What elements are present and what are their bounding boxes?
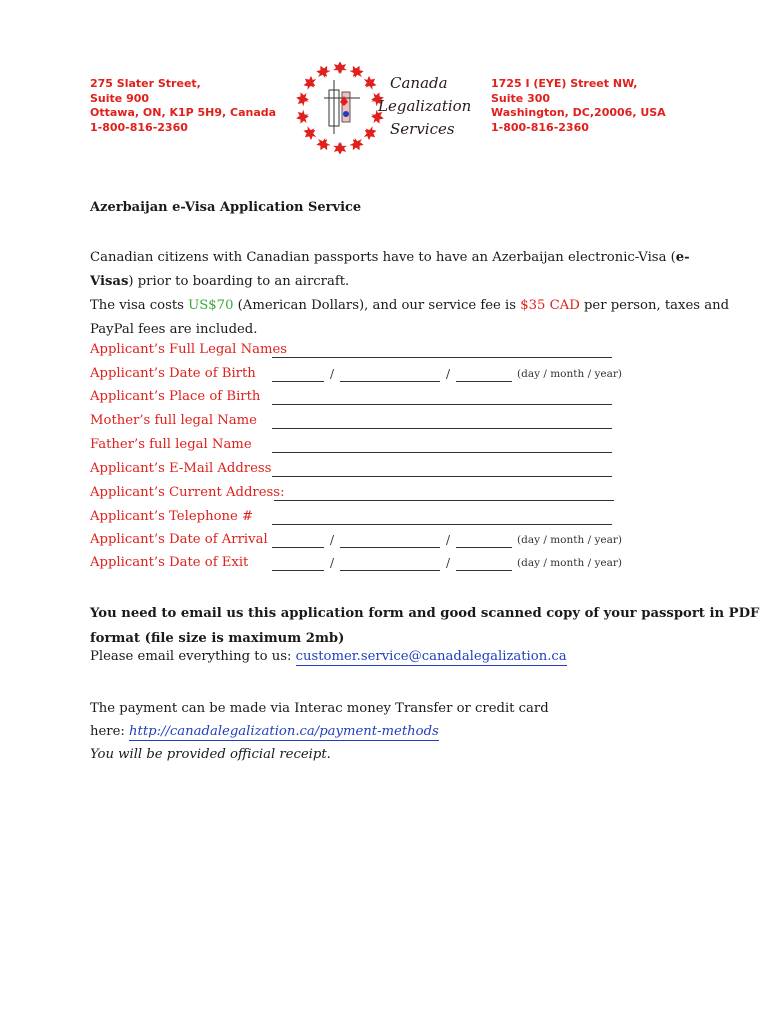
payment-prefix: here: [90,724,130,739]
date-separator: / [330,533,335,547]
exit-row [90,555,650,577]
address-line: Suite 900 [90,91,150,105]
arrival-month-field[interactable] [340,547,440,548]
maple-leaf-icon [361,73,380,92]
address-line: Suite 300 [491,91,551,105]
email-field[interactable] [272,476,612,477]
dob-year-field[interactable] [456,381,512,382]
phone-number: 1-800-816-2360 [491,120,589,134]
date-format-hint: (day / month / year) [517,557,622,569]
note-line: You need to email us this application form and good scanned copy of your passport in PDF [90,606,760,621]
washington-address [491,77,666,135]
dob-month-field[interactable] [340,381,440,382]
receipt-note: You will be provided official receipt. [90,747,331,762]
exit-year-field[interactable] [456,570,512,571]
maple-leaf-icon [300,124,319,143]
father-name-row [90,437,650,459]
maple-leaf-icon [333,62,347,74]
address-line: 275 Slater Street, [90,77,201,90]
address-line: 1725 I (EYE) Street NW, [491,77,638,90]
intro-line [90,246,690,270]
email-instruction [90,649,567,664]
payment-line: The payment can be made via Interac money Transfer or credit card [90,701,549,716]
service-fee: $35 CAD [520,298,580,313]
date-separator: / [446,367,451,381]
payment-info [90,697,549,766]
maple-leaf-icon [314,63,332,81]
address-label: Applicant’s Current Address: [90,485,285,500]
exit-month-field[interactable] [340,570,440,571]
exit-label: Applicant’s Date of Exit [90,555,249,570]
intro-text: (American Dollars), and our service fee is [233,298,521,313]
intro-line [90,294,730,318]
mother-name-field[interactable] [272,428,612,429]
arrival-year-field[interactable] [456,547,512,548]
maple-leaf-icon [333,142,347,154]
intro-line: PayPal fees are included. [90,322,258,337]
logo-word: Canada [390,74,448,92]
address-line: Ottawa, ON, K1P 5H9, Canada [90,106,277,119]
pob-row [90,389,650,411]
mother-name-row [90,413,650,435]
maple-leaf-icon [348,63,366,81]
intro-bold-text: e- [675,250,690,265]
dob-label: Applicant’s Date of Birth [90,366,256,381]
intro-line [90,270,680,294]
logo-word: Legalization [378,97,472,115]
phone-number: 1-800-816-2360 [90,120,188,134]
arrival-day-field[interactable] [272,547,324,548]
father-name-label: Father’s full legal Name [90,437,252,452]
address-row [90,485,650,507]
date-separator: / [446,556,451,570]
maple-leaf-icon [300,73,319,92]
father-name-field[interactable] [272,452,612,453]
date-format-hint: (day / month / year) [517,534,622,546]
email-prefix: Please email everything to us: [90,649,296,664]
full-name-row [90,342,650,364]
pob-field[interactable] [272,404,612,405]
visa-price: US$70 [188,298,234,313]
intro-text: The visa costs [90,298,189,313]
address-field[interactable] [274,500,614,501]
date-separator: / [330,556,335,570]
note-line: format (file size is maximum 2mb) [90,631,345,646]
full-name-field[interactable] [272,357,612,358]
arrival-label: Applicant’s Date of Arrival [90,532,268,547]
intro-text: per person, taxes and [579,298,730,313]
phone-field[interactable] [272,524,612,525]
mother-name-label: Mother’s full legal Name [90,413,257,428]
email-label: Applicant’s E-Mail Address [90,461,272,476]
logo-word: Services [390,120,455,138]
date-separator: / [446,533,451,547]
ottawa-address [90,77,276,135]
page-title: Azerbaijan e-Visa Application Service [90,200,362,215]
date-separator: / [330,367,335,381]
logo-wordmark [378,72,471,141]
customer-service-email-link[interactable]: customer.service@canadalegalization.ca [295,649,567,664]
email-row [90,461,650,483]
intro-text: Canadian citizens with Canadian passports have to have an Azerbaijan electronic-Visa ( [90,250,676,265]
logo-center-emblem-icon [324,80,360,134]
full-name-label: Applicant’s Full Legal Names [90,342,288,357]
dob-day-field[interactable] [272,381,324,382]
maple-leaf-icon [361,124,380,143]
maple-leaf-icon [348,135,366,153]
phone-label: Applicant’s Telephone # [90,509,254,524]
pob-label: Applicant’s Place of Birth [90,389,261,404]
intro-paragraph [90,246,730,342]
submission-note [90,601,760,651]
payment-methods-link[interactable]: http://canadalegalization.ca/payment-methods [129,724,439,739]
arrival-row [90,532,650,554]
intro-bold-text: Visas [90,274,129,289]
maple-leaf-icon [295,91,311,108]
phone-row [90,509,650,531]
date-format-hint: (day / month / year) [517,368,622,380]
exit-day-field[interactable] [272,570,324,571]
address-line: Washington, DC,20006, USA [491,106,666,119]
dob-row [90,366,650,388]
payment-line [90,720,549,743]
maple-leaf-icon [314,135,332,153]
maple-leaf-icon [295,109,311,126]
intro-text: ) prior to boarding to an aircraft. [128,274,350,289]
